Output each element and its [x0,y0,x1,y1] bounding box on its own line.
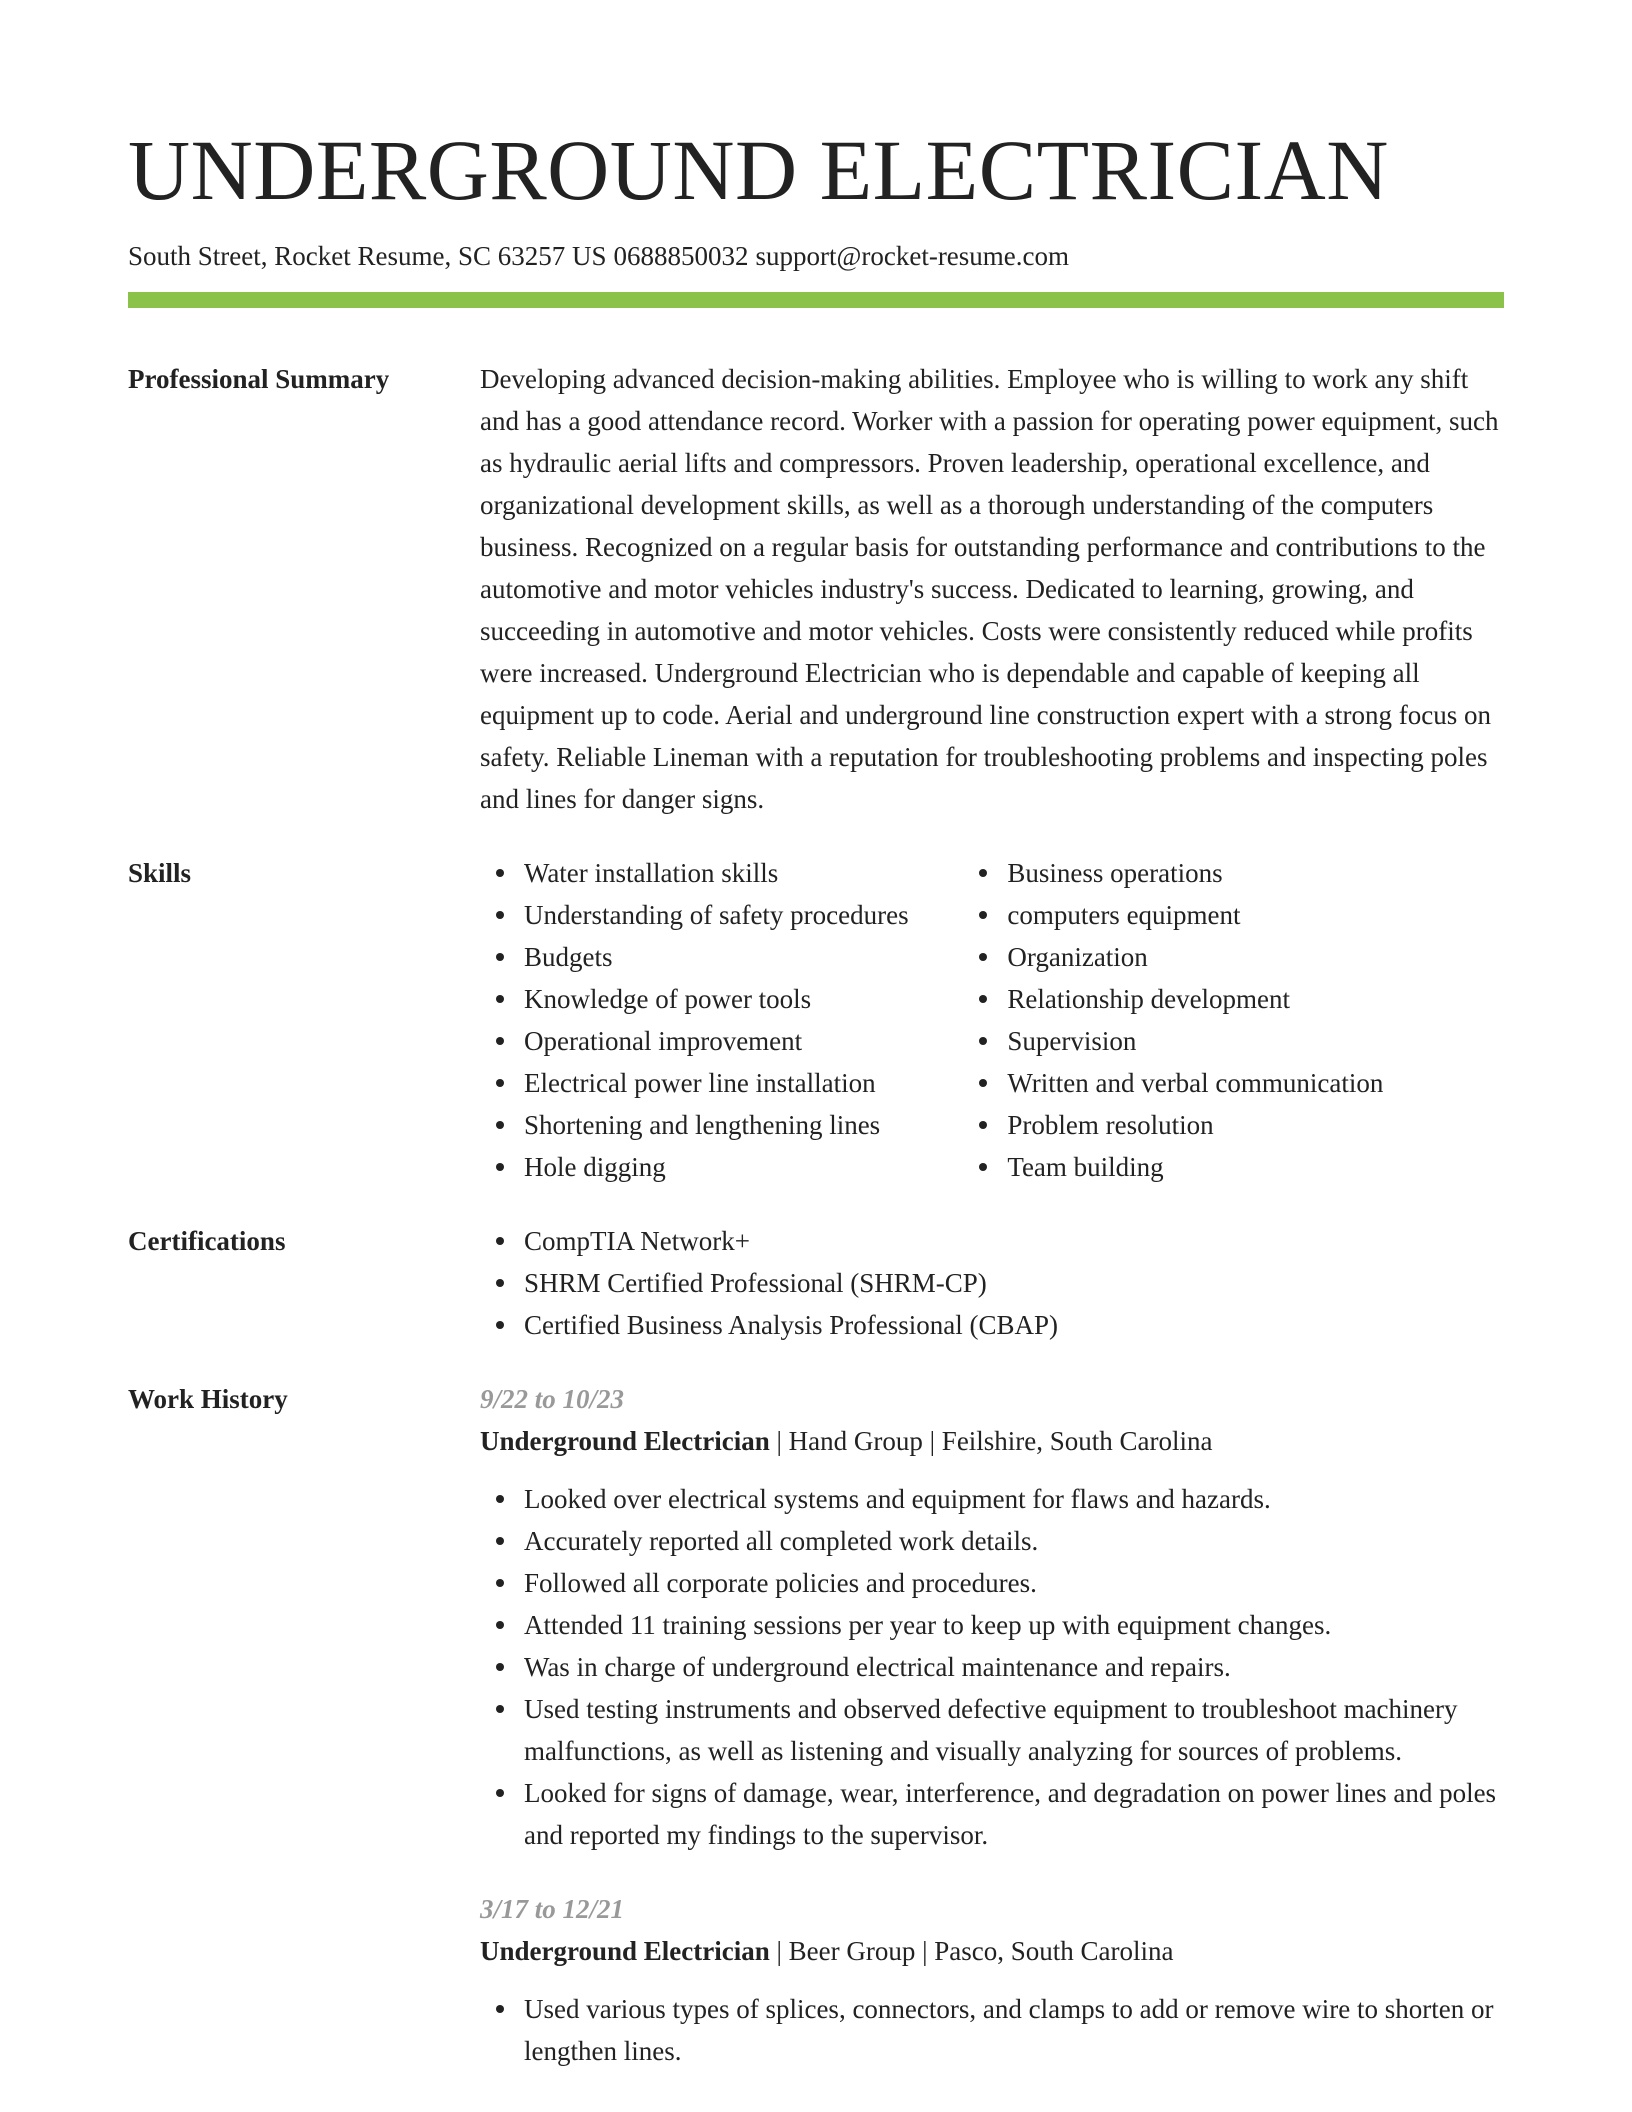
skills-column-2 [963,852,1504,1188]
job-separator: | [915,1936,935,1966]
skill-item: Supervision [1007,1020,1504,1062]
skill-item: Shortening and lengthening lines [524,1104,963,1146]
job-bullet: Followed all corporate policies and procedures. [524,1562,1504,1604]
certification-item: Certified Business Analysis Professional (CBAP) [524,1304,1504,1346]
skill-item: Water installation skills [524,852,963,894]
certifications-section [128,1220,1504,1346]
contact-phone: 0688850032 [613,241,749,271]
job-bullet: Was in charge of underground electrical maintenance and repairs. [524,1646,1504,1688]
summary-text: Developing advanced decision-making abilities. Employee who is willing to work any shift and has a good attendance record. Worker with a passion for operating power equipment, such as hydraulic aerial lifts and compressors. Proven leadership, operational excellence, and organizational development skills, as well as a thorough understanding of the computers business. Recognized on a regular basis for outstanding performance and contributions to the automotive and motor vehicles industry's success. Dedicated to learning, growing, and succeeding in automotive and motor vehicles. Costs were consistently reduced while profits were increased. Underground Electrician who is dependable and capable of keeping all equipment up to code. Aerial and underground line construction expert with a strong focus on safety. Reliable Lineman with a reputation for troubleshooting problems and inspecting poles and lines for danger signs. [480,364,1499,814]
skill-item: Budgets [524,936,963,978]
job-location: Pasco, South Carolina [934,1936,1174,1966]
job-bullet: Accurately reported all completed work details. [524,1520,1504,1562]
skills-column-1 [480,852,963,1188]
job-title-line [480,1930,1504,1972]
job-title: Underground Electrician [480,1936,770,1966]
job-location: Feilshire, South Carolina [941,1426,1213,1456]
contact-address: South Street, Rocket Resume, SC 63257 US [128,241,607,271]
job-bullet: Used various types of splices, connectors, and clamps to add or remove wire to shorten or lengthen lines. [524,1988,1504,2072]
certifications-list [480,1220,1504,1346]
job-separator: | [922,1426,942,1456]
job-bullets [480,1478,1504,1856]
contact-email[interactable]: support@rocket-resume.com [755,241,1070,271]
skills-heading: Skills [128,858,192,888]
summary-section [128,358,1504,820]
certification-item: CompTIA Network+ [524,1220,1504,1262]
skill-item: Relationship development [1007,978,1504,1020]
job-entry [480,1888,1504,2072]
contact-line [128,238,1504,274]
skills-section [128,852,1504,1188]
job-separator: | [769,1936,789,1966]
candidate-name: UNDERGROUND ELECTRICIAN [128,122,1389,218]
skill-item: Written and verbal communication [1007,1062,1504,1104]
work-history-section [128,1378,1504,2104]
job-company: Beer Group [788,1936,916,1966]
skill-item: Organization [1007,936,1504,978]
job-separator: | [769,1426,789,1456]
job-bullets [480,1988,1504,2072]
skill-item: Electrical power line installation [524,1062,963,1104]
job-dates: 3/17 to 12/21 [480,1894,625,1924]
job-bullet: Used testing instruments and observed defective equipment to troubleshoot machinery malfunctions, as well as listening and visually analyzing for sources of problems. [524,1688,1504,1772]
work-history-heading: Work History [128,1384,288,1414]
skill-item: Knowledge of power tools [524,978,963,1020]
job-entry [480,1378,1504,1856]
resume-page [128,0,1504,2104]
skill-item: Team building [1007,1146,1504,1188]
job-company: Hand Group [788,1426,923,1456]
skills-grid [480,852,1504,1188]
summary-heading: Professional Summary [128,364,390,394]
job-title-line [480,1420,1504,1462]
skill-item: Problem resolution [1007,1104,1504,1146]
skill-item: computers equipment [1007,894,1504,936]
certification-item: SHRM Certified Professional (SHRM-CP) [524,1262,1504,1304]
job-title: Underground Electrician [480,1426,770,1456]
skill-item: Hole digging [524,1146,963,1188]
job-dates: 9/22 to 10/23 [480,1384,625,1414]
job-bullet: Attended 11 training sessions per year to keep up with equipment changes. [524,1604,1504,1646]
job-bullet: Looked over electrical systems and equipment for flaws and hazards. [524,1478,1504,1520]
job-bullet: Looked for signs of damage, wear, interference, and degradation on power lines and poles and reported my findings to the supervisor. [524,1772,1504,1856]
certifications-heading: Certifications [128,1226,286,1256]
accent-divider [128,292,1504,308]
skill-item: Operational improvement [524,1020,963,1062]
skill-item: Understanding of safety procedures [524,894,963,936]
skill-item: Business operations [1007,852,1504,894]
